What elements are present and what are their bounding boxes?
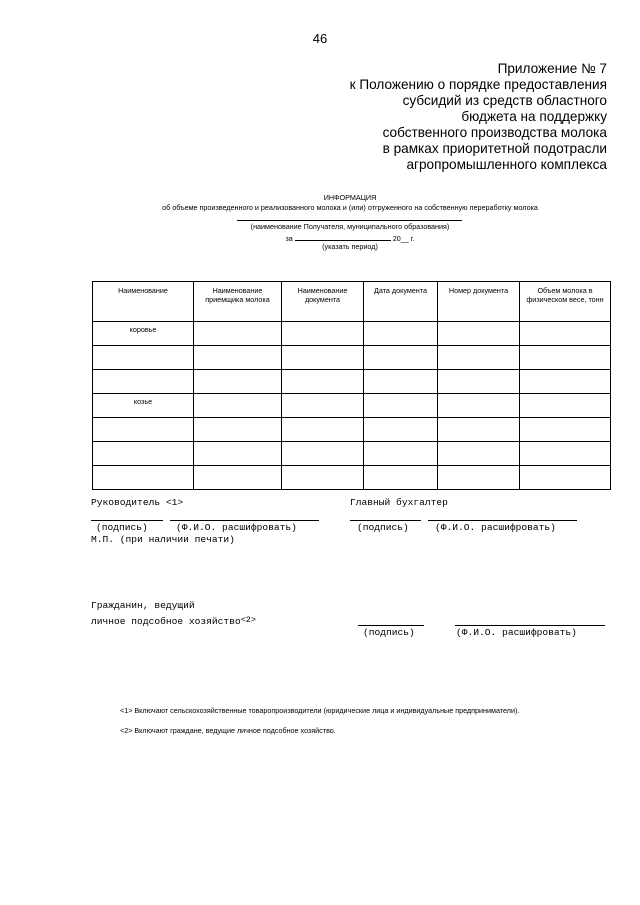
- table-cell[interactable]: [438, 346, 520, 370]
- table-cell[interactable]: [364, 346, 438, 370]
- citizen-signature-caption: (подпись): [363, 627, 415, 638]
- table-cell[interactable]: [520, 346, 611, 370]
- citizen-label-text: личное подсобное хозяйство: [91, 616, 241, 627]
- table-cell[interactable]: [438, 370, 520, 394]
- citizen-name-line: [455, 625, 605, 626]
- table-cell[interactable]: [438, 466, 520, 490]
- table-cell[interactable]: [194, 346, 282, 370]
- table-cell[interactable]: [364, 418, 438, 442]
- table-row: [93, 394, 611, 418]
- table-cell[interactable]: [364, 442, 438, 466]
- head-name-line: [170, 520, 319, 521]
- table-cell[interactable]: [282, 442, 364, 466]
- table-row: [93, 322, 611, 346]
- table-cell[interactable]: [520, 370, 611, 394]
- recipient-line: [237, 220, 462, 221]
- accountant-name-line: [428, 520, 577, 521]
- header-volume: Объем молока в физическом весе, тонн: [520, 282, 611, 322]
- table-cell[interactable]: [194, 442, 282, 466]
- table-header-row: [93, 282, 611, 322]
- table-row: [93, 370, 611, 394]
- head-label: Руководитель <1>: [91, 497, 184, 508]
- table-cell[interactable]: [438, 442, 520, 466]
- row-label-cow: коровье: [93, 322, 194, 346]
- accountant-label: Главный бухгалтер: [350, 497, 448, 508]
- table-cell[interactable]: [93, 442, 194, 466]
- period-prefix: за: [285, 234, 293, 243]
- table-cell[interactable]: [364, 370, 438, 394]
- period-year: 20__ г.: [392, 234, 415, 243]
- appendix-line: Приложение № 7: [497, 61, 607, 76]
- table-cell[interactable]: [282, 346, 364, 370]
- doc-subtitle: об объеме произведенного и реализованного молока и (или) отгруженного на собственную переработку молока: [162, 203, 538, 212]
- table-cell[interactable]: [364, 394, 438, 418]
- table-cell[interactable]: [520, 394, 611, 418]
- appendix-line: бюджета на поддержку: [461, 109, 607, 124]
- table-cell[interactable]: [194, 322, 282, 346]
- stamp-note: М.П. (при наличии печати): [91, 534, 235, 545]
- header-receiver: Наименование приемщика молока: [194, 282, 282, 322]
- appendix-line: субсидий из средств областного: [402, 93, 607, 108]
- header-doc-number: Номер документа: [438, 282, 520, 322]
- table-cell[interactable]: [438, 418, 520, 442]
- period-blank: [295, 232, 391, 241]
- table-cell[interactable]: [282, 418, 364, 442]
- table-cell[interactable]: [194, 418, 282, 442]
- citizen-label-2: [91, 614, 256, 628]
- table-cell[interactable]: [282, 370, 364, 394]
- table-cell[interactable]: [93, 370, 194, 394]
- appendix-header: [277, 61, 607, 173]
- table-cell[interactable]: [364, 466, 438, 490]
- table-cell[interactable]: [438, 322, 520, 346]
- table-cell[interactable]: [364, 322, 438, 346]
- period-caption: (указать период): [322, 242, 378, 251]
- citizen-label-1: Гражданин, ведущий: [91, 600, 195, 611]
- header-name: Наименование: [93, 282, 194, 322]
- table-cell[interactable]: [520, 418, 611, 442]
- accountant-signature-caption: (подпись): [357, 522, 409, 533]
- table-cell[interactable]: [93, 346, 194, 370]
- citizen-ref: <2>: [240, 615, 256, 625]
- header-doc-name: Наименование документа: [282, 282, 364, 322]
- citizen-signature-line: [358, 625, 424, 626]
- row-label-goat: козье: [93, 394, 194, 418]
- accountant-signature-line: [350, 520, 421, 521]
- head-signature-caption: (подпись): [96, 522, 148, 533]
- accountant-name-caption: (Ф.И.О. расшифровать): [435, 522, 556, 533]
- appendix-line: в рамках приоритетной подотрасли: [382, 141, 607, 156]
- table-cell[interactable]: [282, 322, 364, 346]
- milk-volume-table: [92, 281, 611, 490]
- table-cell[interactable]: [520, 466, 611, 490]
- footnote-2: <2> Включают граждане, ведущие личное подсобное хозяйство.: [120, 726, 336, 735]
- table-cell[interactable]: [194, 370, 282, 394]
- table-row: [93, 466, 611, 490]
- table-cell[interactable]: [194, 466, 282, 490]
- table-cell[interactable]: [93, 466, 194, 490]
- appendix-line: агропромышленного комплекса: [406, 157, 607, 172]
- head-signature-line: [91, 520, 163, 521]
- table-cell[interactable]: [520, 442, 611, 466]
- table-cell[interactable]: [282, 466, 364, 490]
- table-cell[interactable]: [438, 394, 520, 418]
- head-name-caption: (Ф.И.О. расшифровать): [176, 522, 297, 533]
- appendix-line: собственного производства молока: [382, 125, 607, 140]
- table-cell[interactable]: [520, 322, 611, 346]
- doc-title: ИНФОРМАЦИЯ: [323, 193, 377, 202]
- table-cell[interactable]: [282, 394, 364, 418]
- appendix-line: к Положению о порядке предоставления: [349, 77, 607, 92]
- recipient-caption: (наименование Получателя, муниципального образования): [250, 222, 450, 231]
- footnote-1: <1> Включают сельскохозяйственные товаропроизводители (юридические лица и индивидуальные предприниматели).: [120, 706, 520, 715]
- table-row: [93, 418, 611, 442]
- table-row: [93, 442, 611, 466]
- page-number: 46: [312, 31, 328, 46]
- table-cell[interactable]: [194, 394, 282, 418]
- table-row: [93, 346, 611, 370]
- citizen-name-caption: (Ф.И.О. расшифровать): [456, 627, 577, 638]
- table-cell[interactable]: [93, 418, 194, 442]
- header-doc-date: Дата документа: [364, 282, 438, 322]
